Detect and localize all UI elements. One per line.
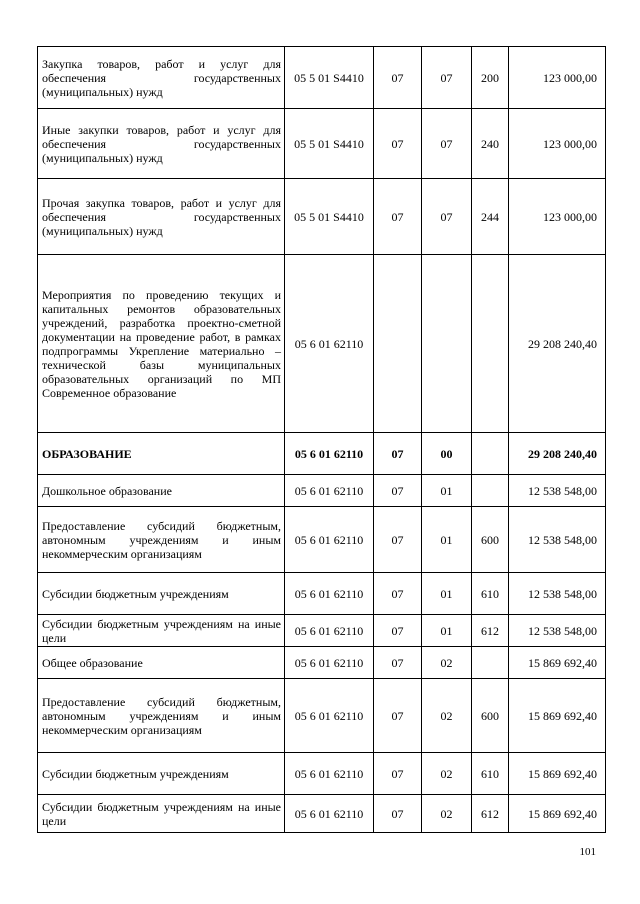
cell-subsection: 01 (422, 573, 472, 615)
table-row (38, 753, 606, 795)
cell-expense-type: 600 (472, 679, 509, 753)
cell-section: 07 (374, 507, 422, 573)
page-number: 101 (579, 846, 596, 858)
table-row (38, 647, 606, 679)
cell-amount: 15 869 692,40 (509, 795, 606, 833)
table-row (38, 573, 606, 615)
cell-amount: 12 538 548,00 (509, 507, 606, 573)
cell-section: 07 (374, 615, 422, 647)
cell-code: 05 6 01 62110 (285, 679, 374, 753)
cell-name: ОБРАЗОВАНИЕ (38, 433, 285, 475)
cell-subsection: 07 (422, 109, 472, 179)
table-row (38, 179, 606, 255)
cell-name: Мероприятия по проведению текущих и капитальных ремонтов образовательных учреждений, разработка проектно-сметной документации на проведение работ, в рамках подпрограммы Укрепление материально – технической базы муниципальных образовательных организаций по МП Современное образование (38, 255, 285, 433)
cell-subsection: 02 (422, 795, 472, 833)
cell-expense-type (472, 475, 509, 507)
cell-amount: 15 869 692,40 (509, 753, 606, 795)
table-row (38, 615, 606, 647)
cell-subsection: 01 (422, 615, 472, 647)
cell-subsection: 02 (422, 647, 472, 679)
cell-code: 05 5 01 S4410 (285, 179, 374, 255)
cell-expense-type (472, 647, 509, 679)
cell-code: 05 6 01 62110 (285, 433, 374, 475)
table-row (38, 109, 606, 179)
cell-expense-type: 610 (472, 753, 509, 795)
cell-name: Субсидии бюджетным учреждениям (38, 573, 285, 615)
cell-expense-type: 612 (472, 795, 509, 833)
cell-amount: 29 208 240,40 (509, 433, 606, 475)
cell-name: Иные закупки товаров, работ и услуг для обеспечения государственных (муниципальных) нужд (38, 109, 285, 179)
cell-section: 07 (374, 109, 422, 179)
cell-code: 05 6 01 62110 (285, 475, 374, 507)
cell-section: 07 (374, 475, 422, 507)
cell-subsection: 07 (422, 47, 472, 109)
table-row (38, 433, 606, 475)
cell-amount: 12 538 548,00 (509, 475, 606, 507)
budget-table (37, 46, 606, 833)
cell-amount: 15 869 692,40 (509, 679, 606, 753)
cell-amount: 12 538 548,00 (509, 615, 606, 647)
cell-name: Субсидии бюджетным учреждениям (38, 753, 285, 795)
cell-amount: 123 000,00 (509, 109, 606, 179)
cell-subsection: 00 (422, 433, 472, 475)
cell-code: 05 6 01 62110 (285, 615, 374, 647)
cell-amount: 15 869 692,40 (509, 647, 606, 679)
cell-expense-type: 200 (472, 47, 509, 109)
cell-expense-type: 240 (472, 109, 509, 179)
cell-subsection: 02 (422, 753, 472, 795)
cell-subsection: 07 (422, 179, 472, 255)
cell-amount: 12 538 548,00 (509, 573, 606, 615)
cell-section: 07 (374, 753, 422, 795)
cell-expense-type (472, 433, 509, 475)
cell-section: 07 (374, 47, 422, 109)
cell-subsection: 02 (422, 679, 472, 753)
cell-code: 05 5 01 S4410 (285, 109, 374, 179)
cell-code: 05 6 01 62110 (285, 795, 374, 833)
cell-code: 05 6 01 62110 (285, 255, 374, 433)
cell-section: 07 (374, 647, 422, 679)
cell-section (374, 255, 422, 433)
cell-section: 07 (374, 795, 422, 833)
cell-subsection: 01 (422, 475, 472, 507)
cell-amount: 123 000,00 (509, 179, 606, 255)
cell-code: 05 6 01 62110 (285, 753, 374, 795)
cell-name: Дошкольное образование (38, 475, 285, 507)
budget-table-body (38, 47, 606, 833)
cell-name: Субсидии бюджетным учреждениям на иные цели (38, 615, 285, 647)
cell-amount: 123 000,00 (509, 47, 606, 109)
table-row (38, 507, 606, 573)
cell-name: Общее образование (38, 647, 285, 679)
cell-code: 05 6 01 62110 (285, 647, 374, 679)
cell-expense-type (472, 255, 509, 433)
cell-code: 05 5 01 S4410 (285, 47, 374, 109)
cell-name: Предоставление субсидий бюджетным, автономным учреждениям и иным некоммерческим организациям (38, 679, 285, 753)
cell-name: Закупка товаров, работ и услуг для обеспечения государственных (муниципальных) нужд (38, 47, 285, 109)
cell-code: 05 6 01 62110 (285, 573, 374, 615)
cell-name: Прочая закупка товаров, работ и услуг для обеспечения государственных (муниципальных) нужд (38, 179, 285, 255)
table-row (38, 679, 606, 753)
cell-code: 05 6 01 62110 (285, 507, 374, 573)
cell-expense-type: 600 (472, 507, 509, 573)
cell-name: Предоставление субсидий бюджетным, автономным учреждениям и иным некоммерческим организациям (38, 507, 285, 573)
table-row (38, 475, 606, 507)
table-row (38, 255, 606, 433)
cell-expense-type: 244 (472, 179, 509, 255)
cell-section: 07 (374, 679, 422, 753)
cell-subsection (422, 255, 472, 433)
cell-section: 07 (374, 179, 422, 255)
table-row (38, 795, 606, 833)
cell-name: Субсидии бюджетным учреждениям на иные цели (38, 795, 285, 833)
cell-expense-type: 610 (472, 573, 509, 615)
cell-expense-type: 612 (472, 615, 509, 647)
table-row (38, 47, 606, 109)
cell-section: 07 (374, 573, 422, 615)
cell-subsection: 01 (422, 507, 472, 573)
cell-amount: 29 208 240,40 (509, 255, 606, 433)
cell-section: 07 (374, 433, 422, 475)
